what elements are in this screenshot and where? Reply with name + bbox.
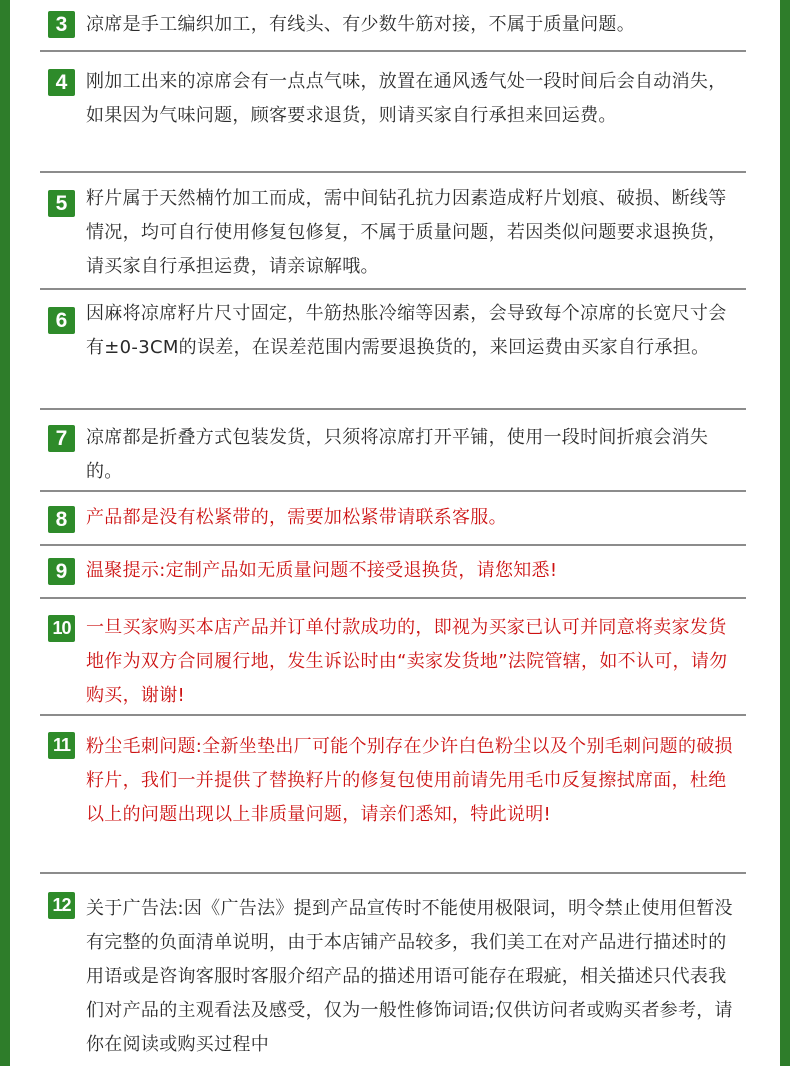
divider <box>40 714 746 716</box>
item-text: 刚加工出来的凉席会有一点点气味，放置在通风透气处一段时间后会自动消失，如果因为气味问题，顾客要求退货，则请买家自行承担来回运费。 <box>86 71 727 126</box>
item-text: 产品都是没有松紧带的，需要加松紧带请联系客服。 <box>86 507 507 528</box>
divider <box>40 490 746 492</box>
item-text: 关于广告法:因《广告法》提到产品宣传时不能使用极限词，明令禁止使用但暂没有完整的负面清单说明，由于本店铺产品较多，我们美工在对产品进行描述时的用语或是咨询客服时客服介绍产品的描述用语可能存在瑕疵，相关描述只代表我们对产品的主观看法及感受，仅为一般性修饰词语;仅供访问者或购买者参考，请你在阅读或购买过程中 <box>86 898 733 1055</box>
item-number-badge: 11 <box>48 732 75 759</box>
divider <box>40 872 746 874</box>
item-text: 一旦买家购买本店产品并订单付款成功的，即视为买家已认可并同意将卖家发货地作为双方合同履行地，发生诉讼时由“卖家发货地”法院管辖，如不认可，请勿购买，谢谢! <box>86 617 728 706</box>
divider <box>40 408 746 410</box>
notice-panel <box>10 0 780 1066</box>
item-text: 温聚提示:定制产品如无质量问题不接受退换货，请您知悉! <box>86 560 558 581</box>
item-text: 因麻将凉席籽片尺寸固定，牛筋热胀冷缩等因素，会导致每个凉席的长宽尺寸会有±0-3CM的误差，在误差范围内需要退换货的，来回运费由买家自行承担。 <box>86 303 727 358</box>
divider <box>40 288 746 290</box>
item-number-badge: 4 <box>48 69 75 96</box>
item-text: 籽片属于天然楠竹加工而成，需中间钻孔抗力因素造成籽片划痕、破损、断线等情况，均可自行使用修复包修复，不属于质量问题，若因类似问题要求退换货，请买家自行承担运费，请亲谅解哦。 <box>86 188 727 277</box>
divider <box>40 597 746 599</box>
divider <box>40 50 746 52</box>
item-number-badge: 3 <box>48 11 75 38</box>
divider <box>40 171 746 173</box>
divider <box>40 544 746 546</box>
item-number-badge: 5 <box>48 190 75 217</box>
item-text: 凉席都是折叠方式包装发货，只须将凉席打开平铺，使用一段时间折痕会消失的。 <box>86 427 709 482</box>
item-number-badge: 10 <box>48 615 75 642</box>
item-number-badge: 7 <box>48 425 75 452</box>
item-number-badge: 8 <box>48 506 75 533</box>
item-number-badge: 12 <box>48 892 75 919</box>
item-text: 凉席是手工编织加工，有线头、有少数牛筋对接，不属于质量问题。 <box>86 14 635 35</box>
item-text: 粉尘毛刺问题:全新坐垫出厂可能个别存在少许白色粉尘以及个别毛刺问题的破损籽片，我们一并提供了替换籽片的修复包使用前请先用毛巾反复擦拭席面，杜绝以上的问题出现以上非质量问题，请亲们悉知，特此说明! <box>86 736 733 825</box>
item-number-badge: 9 <box>48 558 75 585</box>
item-number-badge: 6 <box>48 307 75 334</box>
